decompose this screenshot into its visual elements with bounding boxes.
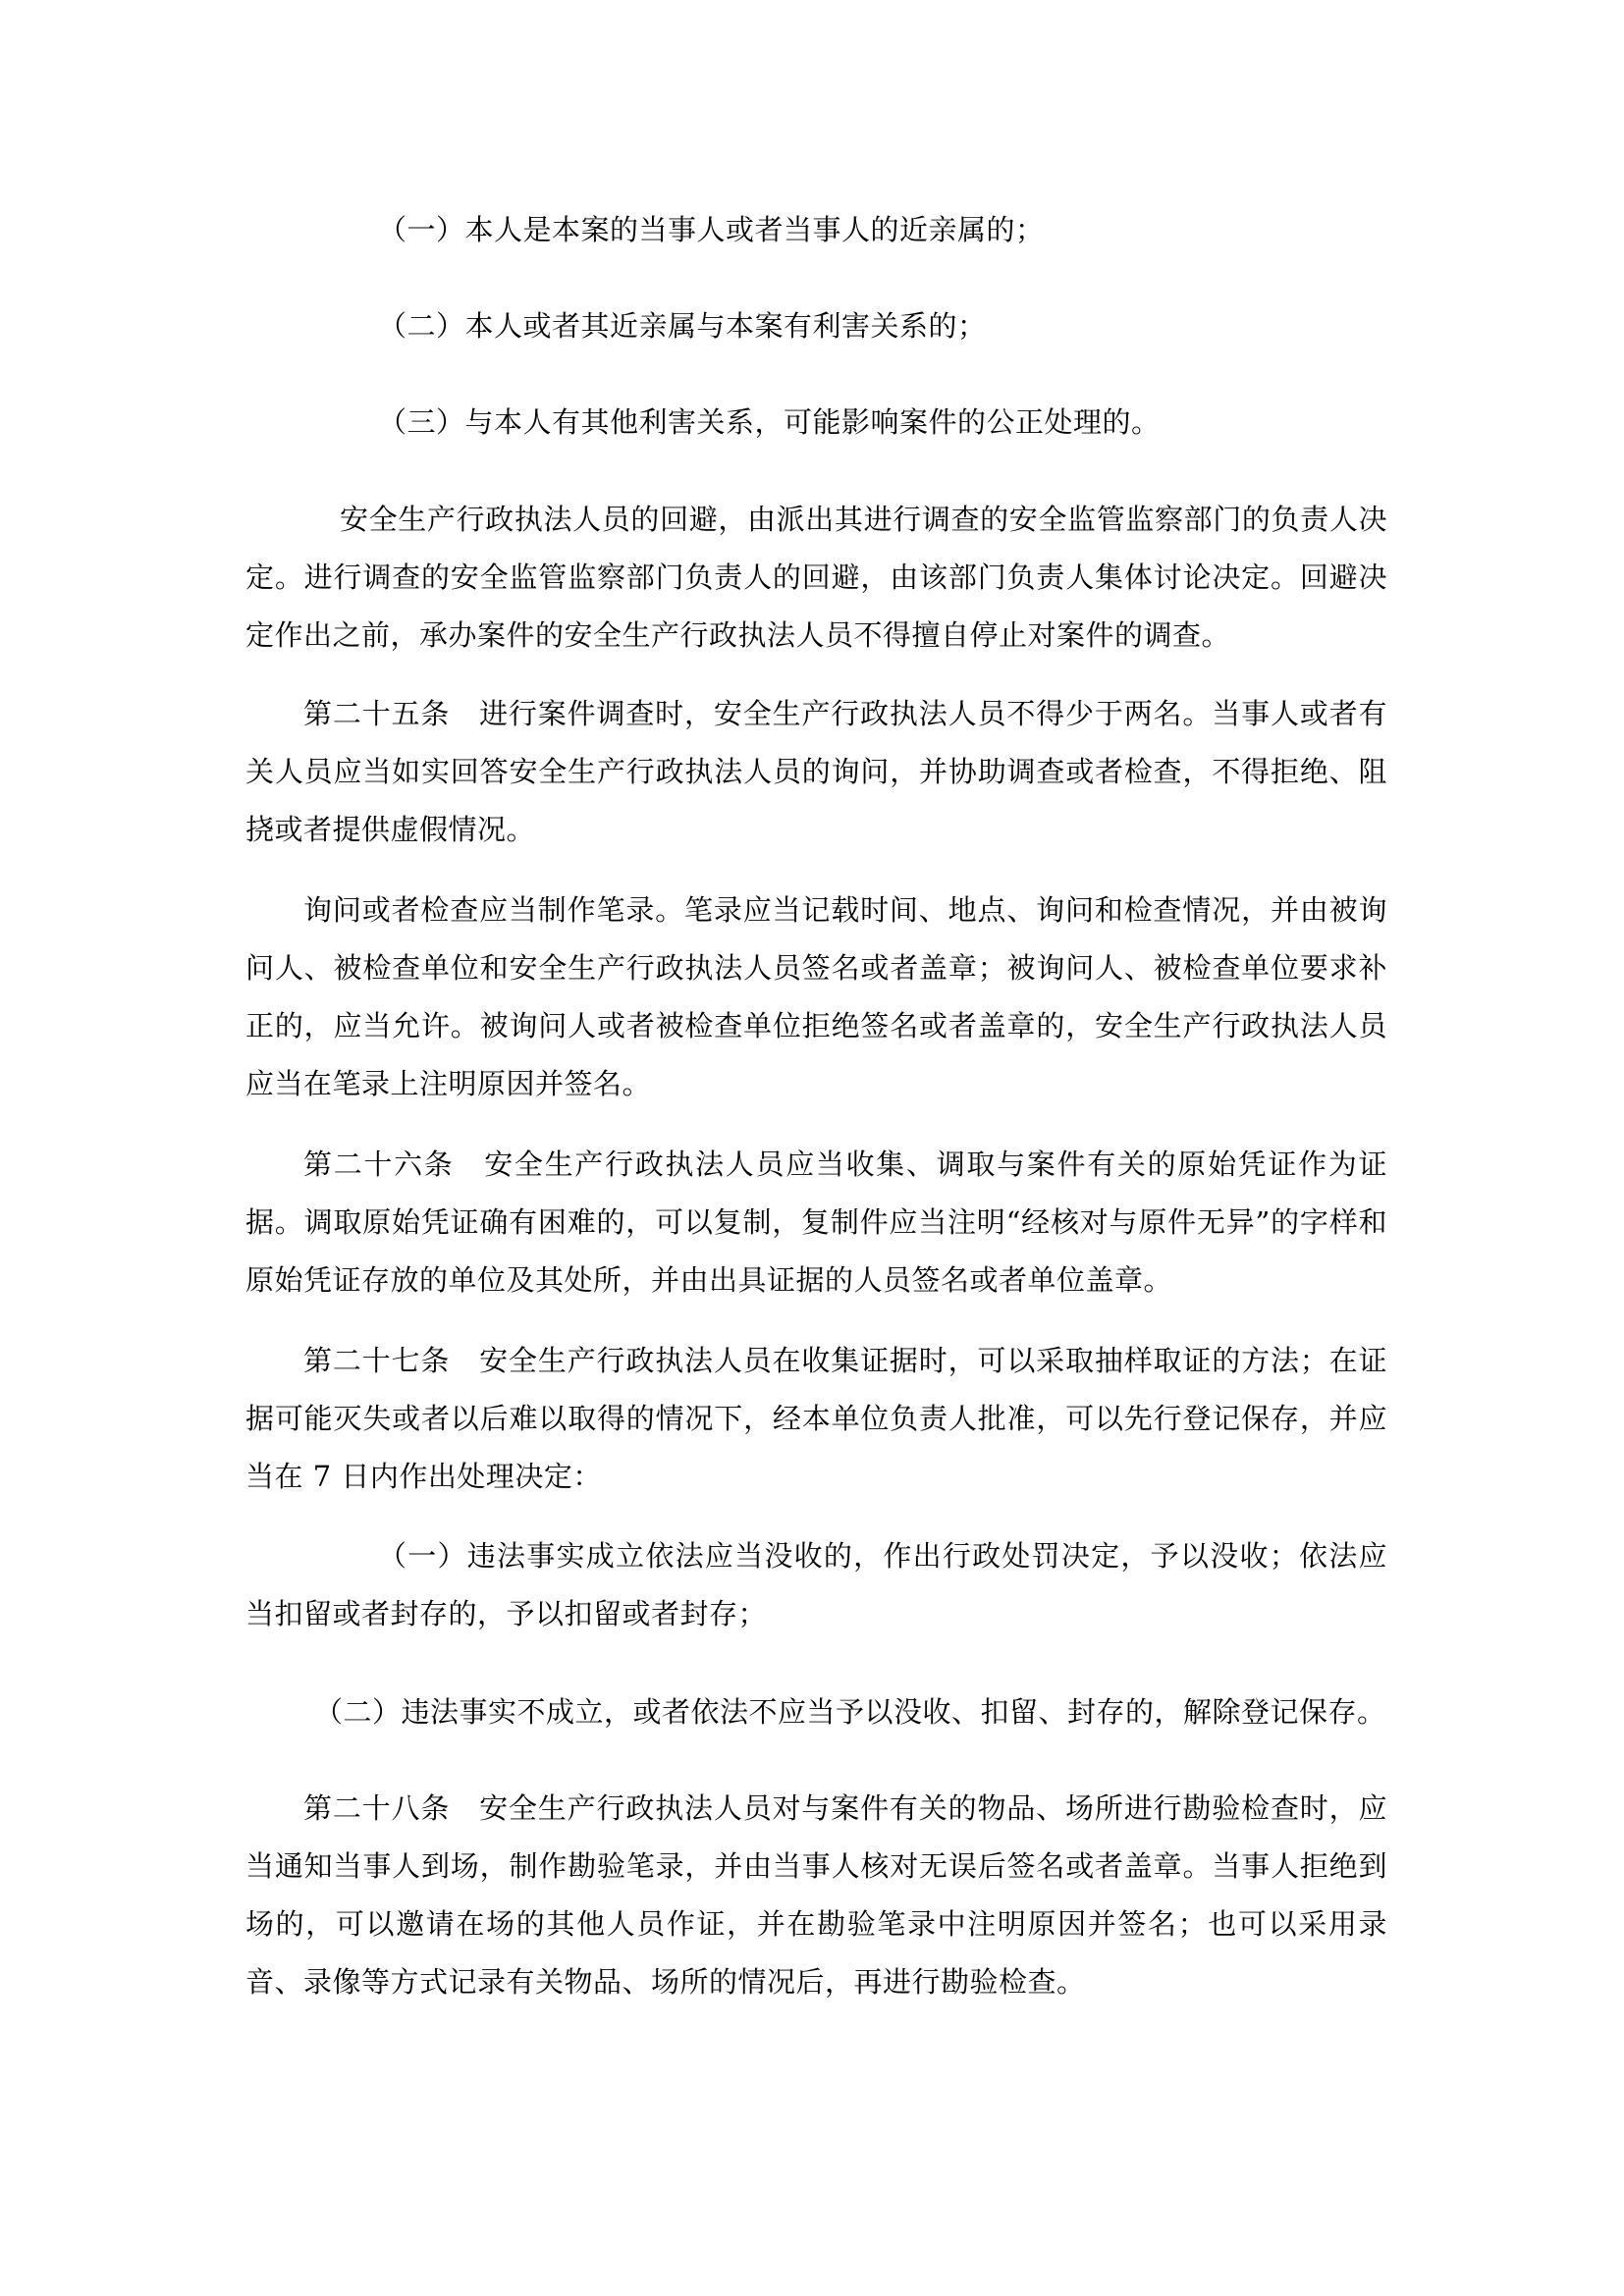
paragraph-recusal-decision: 安全生产行政执法人员的回避，由派出其进行调查的安全监管监察部门的负责人决定。进行调查的安全监管监察部门负责人的回避，由该部门负责人集体讨论决定。回避决定作出之前，承办案件的安全生产行政执法人员不得擅自停止对案件的调查。	[245, 503, 1387, 652]
article-27-item-1: （一）违法事实成立依法应当没收的，作出行政处罚决定，予以没收；依法应当扣留或者封存的，予以扣留或者封存；	[245, 1539, 1387, 1630]
article-27: 第二十七条 安全生产行政执法人员在收集证据时，可以采取抽样取证的方法；在证据可能灭失或者以后难以取得的情况下，经本单位负责人批准，可以先行登记保存，并应当在 7 日内作出处理决定：	[245, 1344, 1387, 1493]
article-25: 第二十五条 进行案件调查时，安全生产行政执法人员不得少于两名。当事人或者有关人员应当如实回答安全生产行政执法人员的询问，并协助调查或者检查，不得拒绝、阻挠或者提供虚假情况。	[245, 697, 1387, 846]
paragraph-inquiry-record: 询问或者检查应当制作笔录。笔录应当记载时间、地点、询问和检查情况，并由被询问人、被检查单位和安全生产行政执法人员签名或者盖章；被询问人、被检查单位要求补正的，应当允许。被询问人或者被检查单位拒绝签名或者盖章的，安全生产行政执法人员应当在笔录上注明原因并签名。	[245, 893, 1387, 1100]
list-item-2: （二）本人或者其近亲属与本案有利害关系的；	[378, 309, 987, 343]
article-28: 第二十八条 安全生产行政执法人员对与案件有关的物品、场所进行勘验检查时，应当通知当事人到场，制作勘验笔录，并由当事人核对无误后签名或者盖章。当事人拒绝到场的，可以邀请在场的其他人员作证，并在勘验笔录中注明原因并签名；也可以采用录音、录像等方式记录有关物品、场所的情况后，再进行勘验检查。	[245, 1791, 1387, 1999]
list-item-1: （一）本人是本案的当事人或者当事人的近亲属的；	[378, 213, 1045, 246]
list-item-3: （三）与本人有其他利害关系，可能影响案件的公正处理的。	[378, 405, 1161, 439]
article-26: 第二十六条 安全生产行政执法人员应当收集、调取与案件有关的原始凭证作为证据。调取原始凭证确有困难的，可以复制，复制件应当注明“经核对与原件无异”的字样和原始凭证存放的单位及其处所，并由出具证据的人员签名或者单位盖章。	[245, 1148, 1387, 1297]
article-27-item-2: （二）违法事实不成立，或者依法不应当予以没收、扣留、封存的，解除登记保存。	[314, 1695, 1386, 1729]
